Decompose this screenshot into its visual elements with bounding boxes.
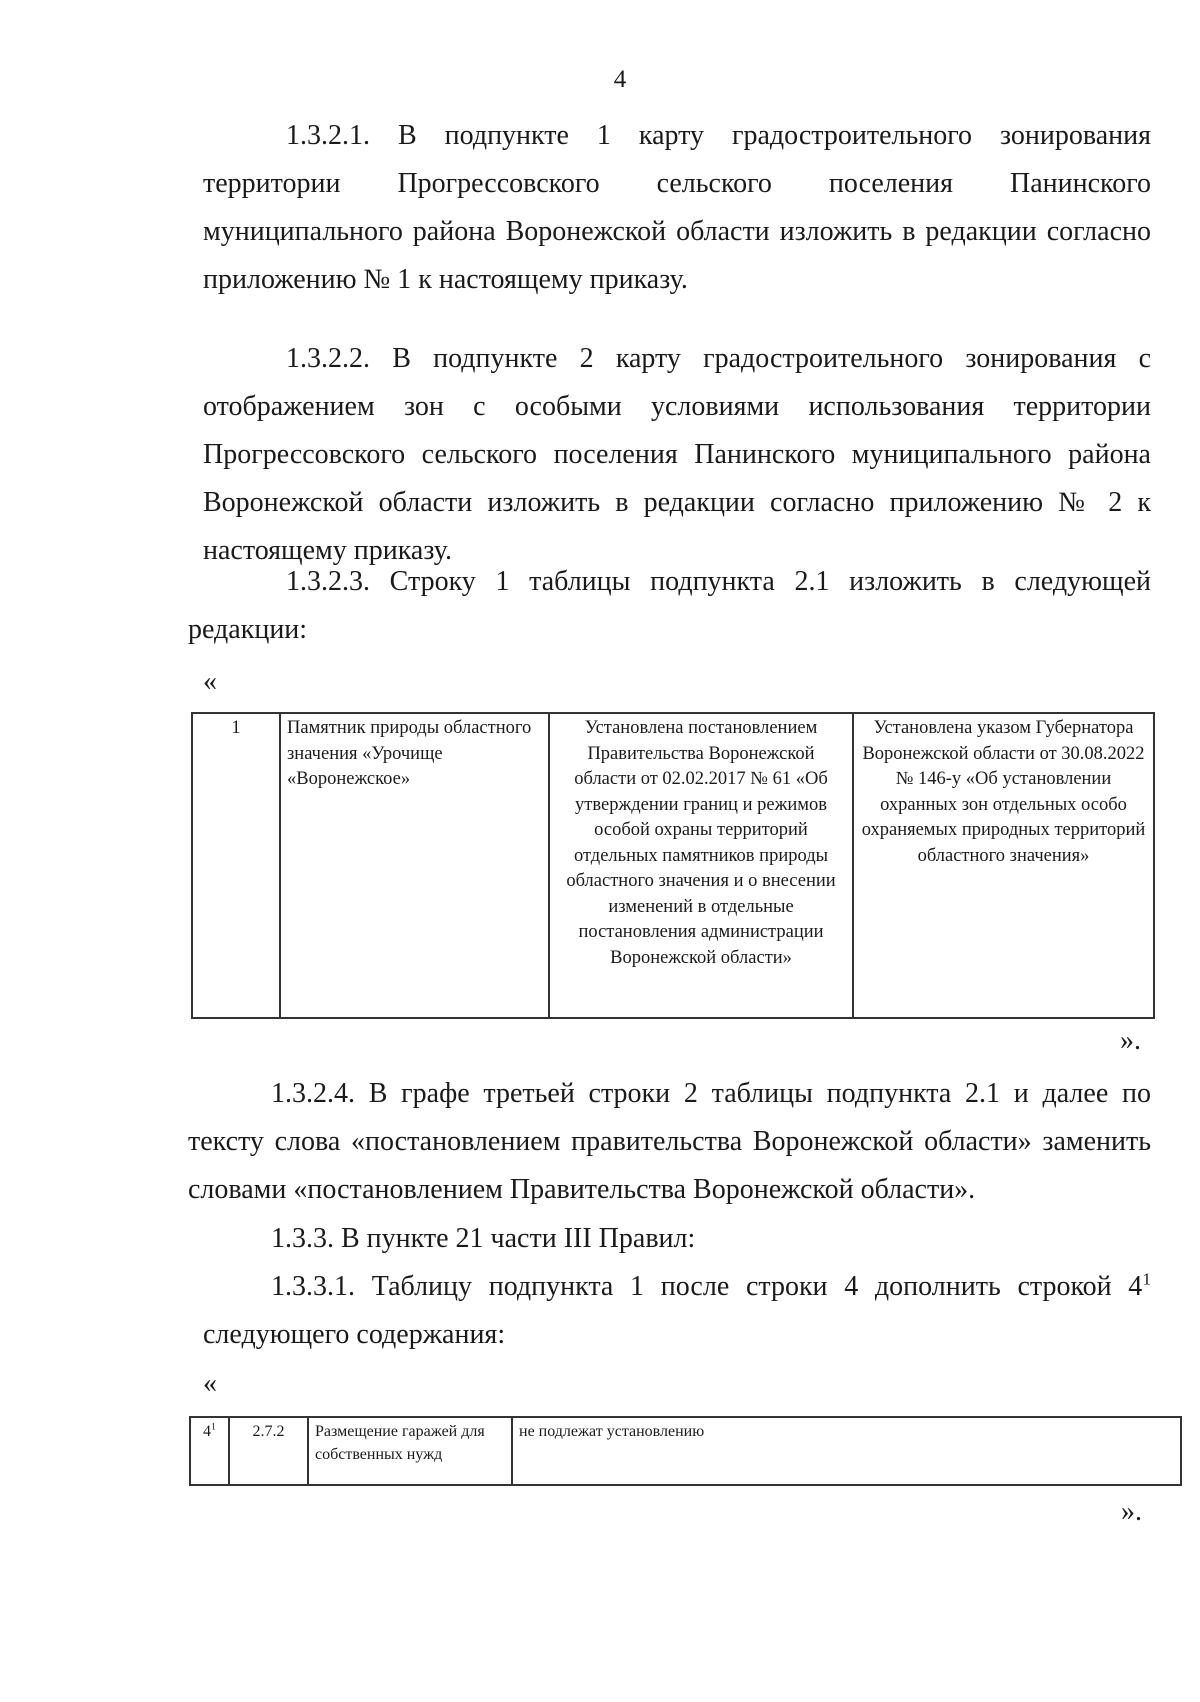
paragraph-1-3-3-1 — [203, 1263, 1151, 1359]
table-row-4-1-addition — [189, 1416, 1182, 1486]
table-cell-name: Размещение гаражей для собственных нужд — [308, 1417, 512, 1485]
paragraph-1-3-2-2: 1.3.2.2. В подпункте 2 карту градостроительного зонирования с отображением зон с особыми условиями использования территории Прогрессовского сельского поселения Панинского муниципального района Воронежской области изложить в редакции согласно приложению № 2 к настоящему приказу. — [203, 343, 1151, 566]
paragraph-1-3-3-1-tail: следующего содержания: — [203, 1319, 506, 1350]
table-cell-number: 1 — [192, 713, 280, 1018]
open-quote-2: « — [203, 1368, 217, 1399]
row-number: 4 — [203, 1423, 212, 1440]
page-number: 4 — [613, 66, 627, 93]
table-cell-number — [190, 1417, 229, 1485]
paragraph-1-3-2-1: 1.3.2.1. В подпункте 1 карту градостроительного зонирования территории Прогрессовского сельского поселения Панинского муниципального района Воронежской области изложить в редакции согласно приложению № 1 к настоящему приказу. — [203, 120, 1151, 295]
table-cell-name: Памятник природы областного значения «Урочище «Воронежское» — [280, 713, 549, 1018]
table-cell-value: не подлежат установлению — [512, 1417, 1181, 1485]
table-row — [190, 1417, 1181, 1485]
close-quote: ». — [1120, 1025, 1141, 1056]
paragraph-1-3-3: 1.3.3. В пункте 21 части III Правил: — [271, 1223, 696, 1254]
paragraph-1-3-2-4: 1.3.2.4. В графе третьей строки 2 таблицы подпункта 2.1 и далее по тексту слова «постановлением правительства Воронежской области» заменить словами «постановлением Правительства Воронежской области». — [188, 1078, 1151, 1205]
table-cell-code: 2.7.2 — [229, 1417, 308, 1485]
paragraph-1-3-3-1-main: 1.3.3.1. Таблицу подпункта 1 после строки 4 дополнить строкой 4 — [271, 1271, 1143, 1302]
table-row — [192, 713, 1154, 1018]
table-row-1-replacement — [191, 712, 1155, 1019]
table-cell-zone-established: Установлена указом Губернатора Воронежской области от 30.08.2022 № 146-у «Об установлении охранных зон отдельных особо охраняемых природных территорий областного значения» — [853, 713, 1154, 1018]
paragraph-1-3-2-3: 1.3.2.3. Строку 1 таблицы подпункта 2.1 изложить в следующей редакции: — [188, 566, 1151, 645]
open-quote: « — [203, 666, 217, 697]
row-number-superscript: 1 — [211, 1421, 216, 1433]
table-cell-established: Установлена постановлением Правительства Воронежской области от 02.02.2017 № 61 «Об утверждении границ и режимов особой охраны территорий отдельных памятников природы областного значения и о внесении изменений в отдельные постановления администрации Воронежской области» — [549, 713, 853, 1018]
close-quote-2: ». — [1121, 1496, 1142, 1527]
superscript: 1 — [1142, 1269, 1151, 1289]
